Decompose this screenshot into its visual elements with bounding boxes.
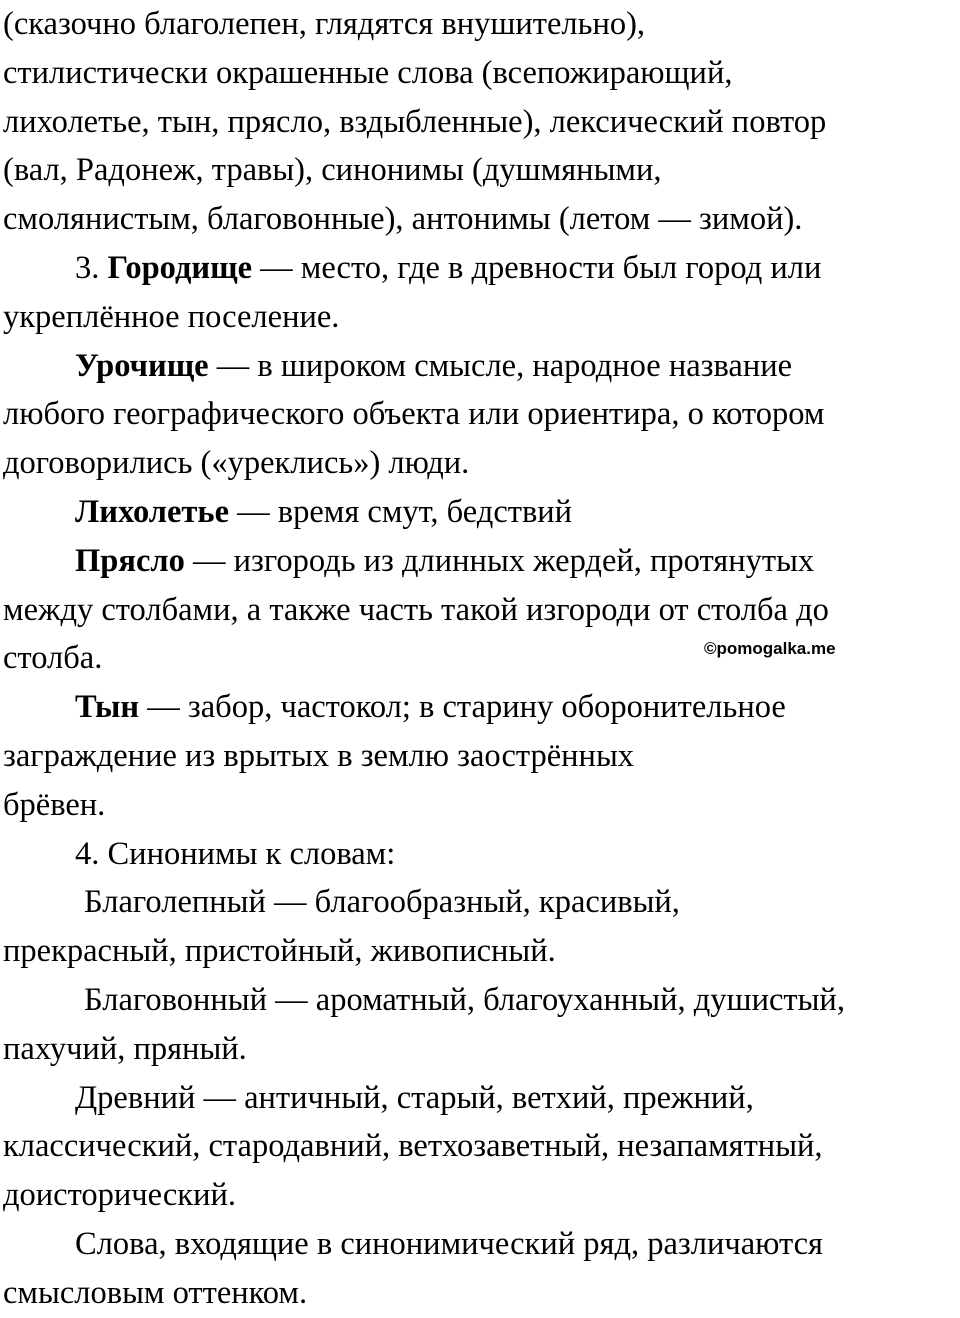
text-line: лихолетье, тын, прясло, вздыбленные), лексический повтор — [3, 103, 827, 140]
term-tyn: Тын — [75, 689, 140, 726]
text-line: смолянистым, благовонные), антонимы (летом — зимой). — [3, 201, 803, 238]
paragraph-gorodishche — [3, 244, 958, 342]
text-line: 4. Синонимы к словам: — [75, 835, 396, 872]
text-line: Благолепный — благообразный, красивый, — [84, 884, 680, 921]
term-pryaslo: Прясло — [75, 542, 185, 579]
term-likholetye: Лихолетье — [75, 493, 230, 530]
text-line: любого географического объекта или ориентира, о котором — [3, 396, 825, 433]
text-line: Благовонный — ароматный, благоуханный, душистый, — [84, 981, 845, 1018]
text-line: договорились («уреклись») люди. — [3, 445, 470, 482]
text-line — [3, 537, 958, 586]
item-number: 3. — [75, 249, 108, 286]
paragraph-synonyms-heading — [3, 830, 958, 879]
definition-text: — в широком смысле, народное название — [208, 347, 793, 384]
text-line: Древний — античный, старый, ветхий, прежний, — [75, 1079, 754, 1116]
text-line: брёвен. — [3, 786, 106, 823]
text-line: стилистически окрашенные слова (всепожирающий, — [3, 54, 733, 91]
paragraph-likholetye — [3, 488, 958, 537]
definition-text: — изгородь из длинных жердей, протянутых — [184, 542, 815, 579]
definition-text: — место, где в древности был город или — [252, 249, 822, 286]
paragraph-blagovonny — [3, 976, 958, 1074]
text-line: (вал, Радонеж, травы), синонимы (душмяными, — [3, 152, 662, 189]
text-line: Слова, входящие в синонимический ряд, различаются — [75, 1225, 823, 1262]
text-line: доисторический. — [3, 1177, 236, 1214]
definition-text: — время смут, бедствий — [229, 493, 573, 530]
definition-text: — забор, частокол; в старину оборонительное — [139, 689, 786, 726]
text-line: прекрасный, пристойный, живописный. — [3, 933, 556, 970]
text-line — [3, 244, 958, 293]
paragraph-urochishche — [3, 342, 958, 488]
text-line: заграждение из врытых в землю заострённых — [3, 737, 635, 774]
text-line — [3, 488, 958, 537]
term-urochishche: Урочище — [75, 347, 209, 384]
text-line — [3, 683, 958, 732]
text-line: между столбами, а также часть такой изгороди от столба до — [3, 591, 829, 628]
paragraph-pryaslo — [3, 537, 958, 683]
text-line: пахучий, пряный. — [3, 1030, 247, 1067]
text-line: укреплённое поселение. — [3, 298, 340, 335]
text-line: смысловым оттенком. — [3, 1274, 308, 1311]
paragraph-stylistic-means — [3, 0, 958, 244]
paragraph-drevny — [3, 1074, 958, 1220]
paragraph-conclusion — [3, 1220, 958, 1318]
term-gorodishche: Городище — [107, 249, 252, 286]
paragraph-tyn — [3, 683, 958, 829]
text-line: (сказочно благолепен, глядятся внушительно), — [3, 6, 646, 42]
text-line — [3, 342, 958, 391]
text-line: классический, стародавний, ветхозаветный, незапамятный, — [3, 1128, 823, 1165]
paragraph-blagolepny — [3, 878, 958, 976]
text-line: столба. — [3, 640, 103, 677]
watermark-text: ©pomogalka.me — [704, 639, 836, 658]
